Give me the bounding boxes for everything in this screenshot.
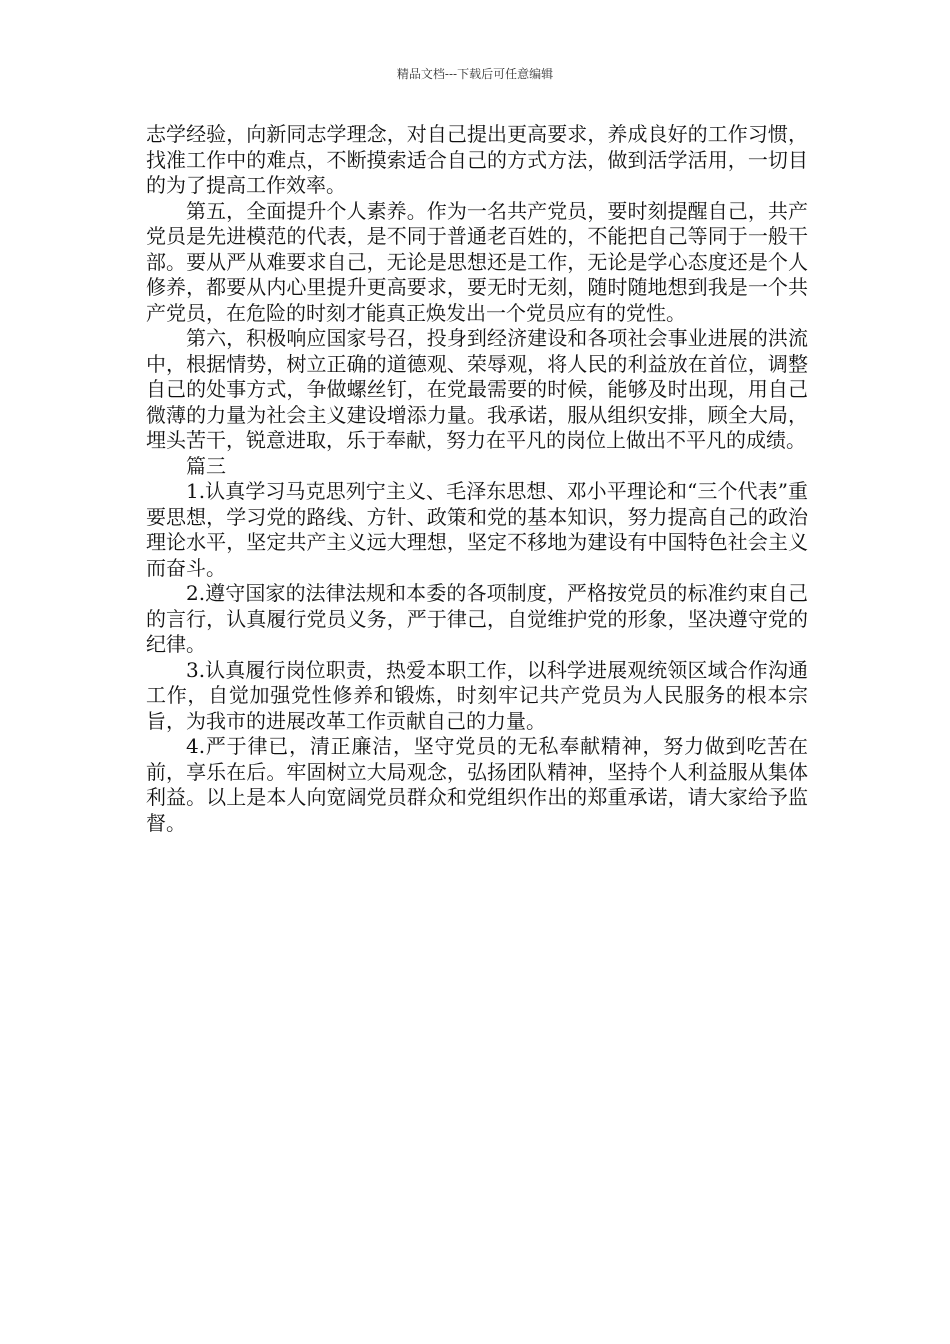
- paragraph-item-3: 3.认真履行岗位职责，热爱本职工作，以科学进展观统领区域合作沟通工作，自觉加强党性修养和锻炼，时刻牢记共产党员为人民服务的根本宗旨，为我市的进展改革工作贡献自己的力量。: [146, 657, 808, 733]
- paragraph-sixth-point: 第六，积极响应国家号召，投身到经济建设和各项社会事业进展的洪流中，根据情势，树立正确的道德观、荣辱观，将人民的利益放在首位，调整自己的处事方式，争做螺丝钉，在党最需要的时候，能够及时出现，用自己微薄的力量为社会主义建设增添力量。我承诺，服从组织安排，顾全大局，埋头苦干，锐意进取，乐于奉献，努力在平凡的岗位上做出不平凡的成绩。: [146, 326, 808, 452]
- paragraph-item-1: 1.认真学习马克思列宁主义、毛泽东思想、邓小平理论和“三个代表”重要思想，学习党的路线、方针、政策和党的基本知识，努力提高自己的政治理论水平，坚定共产主义远大理想，坚定不移地为建设有中国特色社会主义而奋斗。: [146, 479, 808, 580]
- document-body: [146, 122, 808, 836]
- paragraph-item-4: 4.严于律已，清正廉洁，坚守党员的无私奉献精神，努力做到吃苦在前，享乐在后。牢固树立大局观念，弘扬团队精神，坚持个人利益服从集体利益。以上是本人向宽阔党员群众和党组织作出的郑重承诺，请大家给予监督。: [146, 734, 808, 835]
- paragraph-item-2: 2.遵守国家的法律法规和本委的各项制度，严格按党员的标准约束自己的言行，认真履行党员义务，严于律己，自觉维护党的形象，坚决遵守党的纪律。: [146, 581, 808, 656]
- page-header: 精品文档---下载后可任意编辑: [396, 67, 554, 81]
- paragraph-continuation: 志学经验，向新同志学理念，对自己提出更高要求，养成良好的工作习惯，找准工作中的难点，不断摸索适合自己的方式方法，做到活学活用，一切目的为了提高工作效率。: [146, 122, 808, 197]
- paragraph-fifth-point: 第五，全面提升个人素养。作为一名共产党员，要时刻提醒自己，共产党员是先进模范的代表，是不同于普通老百姓的，不能把自己等同于一般干部。要从严从难要求自己，无论是思想还是工作，无论是学心态度还是个人修养，都要从内心里提升更高要求，要无时无刻，随时随地想到我是一个共产党员，在危险的时刻才能真正焕发出一个党员应有的党性。: [146, 198, 808, 325]
- section-heading-part-three: 篇三: [186, 453, 226, 478]
